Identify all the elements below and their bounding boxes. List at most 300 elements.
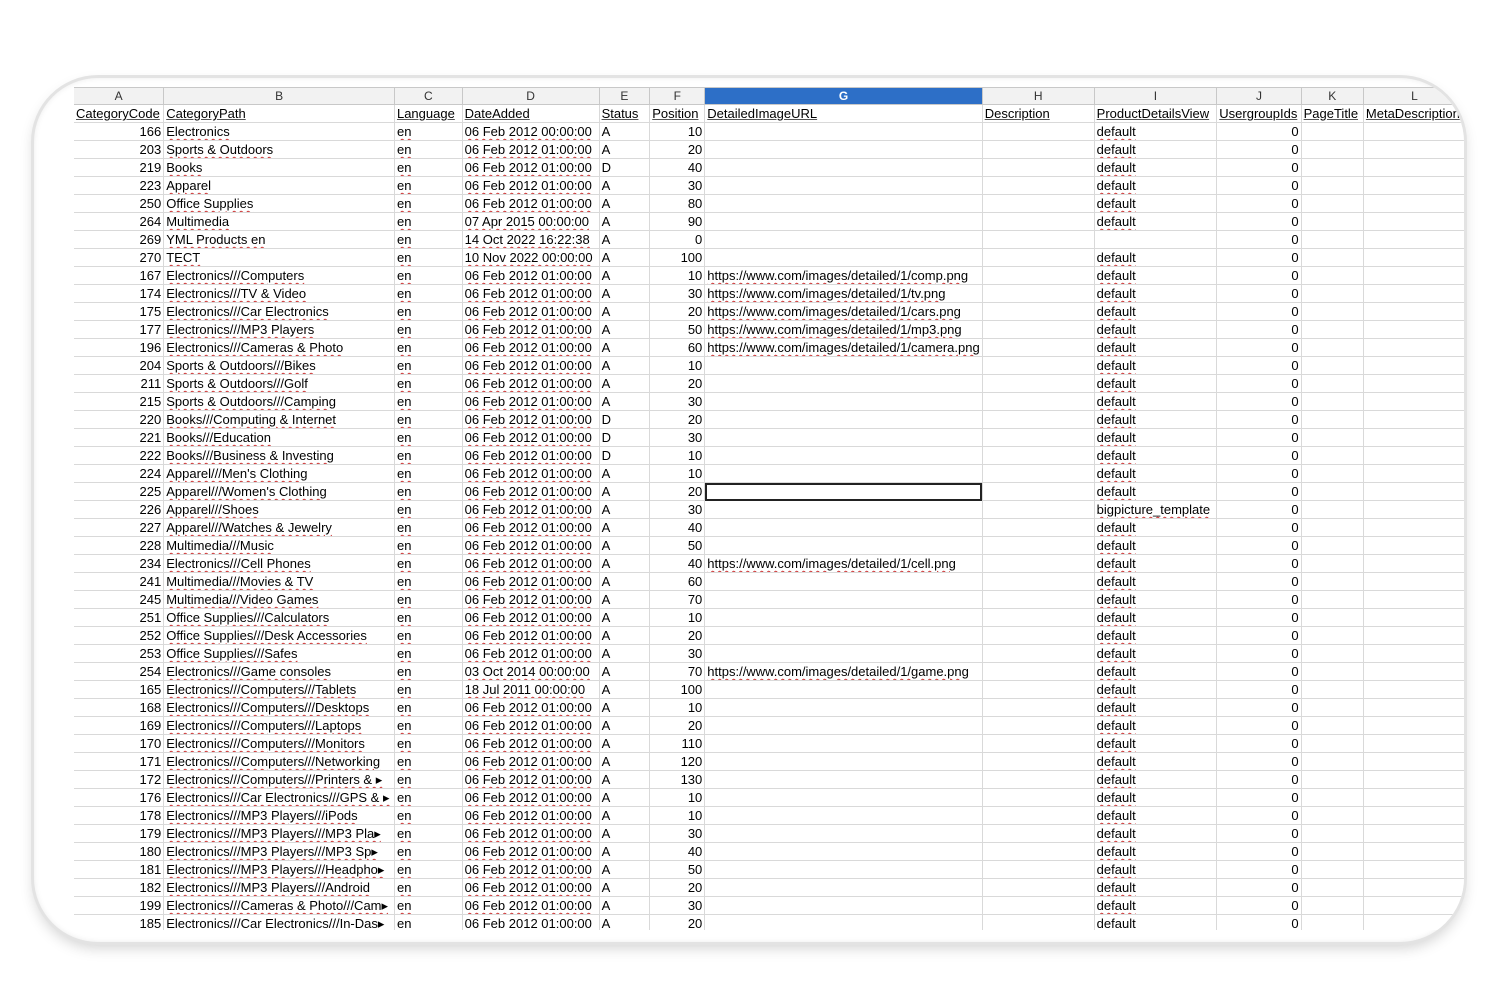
grid-cell[interactable]: en [394, 573, 462, 591]
grid-cell[interactable]: 0 [1217, 483, 1301, 501]
grid-cell[interactable]: 30 [650, 285, 705, 303]
grid-cell[interactable]: 0 [1217, 843, 1301, 861]
grid-cell[interactable]: 06 Feb 2012 01:00:00 [462, 753, 599, 771]
grid-cell[interactable] [1301, 465, 1363, 483]
grid-cell[interactable]: default [1094, 357, 1217, 375]
grid-cell[interactable]: 0 [1217, 825, 1301, 843]
grid-cell[interactable]: 06 Feb 2012 01:00:00 [462, 339, 599, 357]
grid-cell[interactable]: default [1094, 843, 1217, 861]
grid-cell[interactable] [982, 447, 1094, 465]
grid-cell[interactable]: Apparel///Watches & Jewelry [164, 519, 395, 537]
grid-cell[interactable]: Electronics///Game consoles [164, 663, 395, 681]
field-header-cell[interactable]: Description [982, 105, 1094, 123]
grid-cell[interactable]: A [599, 375, 650, 393]
grid-cell[interactable] [1301, 483, 1363, 501]
grid-cell[interactable]: 90 [650, 213, 705, 231]
grid-cell[interactable]: default [1094, 717, 1217, 735]
grid-cell[interactable]: 270 [74, 249, 164, 267]
grid-cell[interactable]: 219 [74, 159, 164, 177]
grid-cell[interactable]: A [599, 573, 650, 591]
grid-cell[interactable]: en [394, 627, 462, 645]
grid-cell[interactable] [705, 843, 982, 861]
grid-cell[interactable] [982, 789, 1094, 807]
grid-cell[interactable]: Office Supplies///Desk Accessories [164, 627, 395, 645]
grid-cell[interactable] [1301, 393, 1363, 411]
grid-cell[interactable]: Electronics///Cameras & Photo [164, 339, 395, 357]
grid-cell[interactable]: 10 [650, 609, 705, 627]
grid-cell[interactable]: 0 [1217, 861, 1301, 879]
grid-cell[interactable]: 07 Apr 2015 00:00:00 [462, 213, 599, 231]
grid-cell[interactable]: 10 [650, 807, 705, 825]
grid-cell[interactable]: default [1094, 285, 1217, 303]
grid-cell[interactable]: 0 [1217, 879, 1301, 897]
grid-cell[interactable] [982, 501, 1094, 519]
grid-cell[interactable] [982, 231, 1094, 249]
grid-cell[interactable] [1301, 519, 1363, 537]
grid-cell[interactable]: 06 Feb 2012 01:00:00 [462, 717, 599, 735]
grid-cell[interactable]: 06 Feb 2012 01:00:00 [462, 861, 599, 879]
grid-cell[interactable]: 177 [74, 321, 164, 339]
grid-cell[interactable] [982, 123, 1094, 141]
grid-cell[interactable] [1363, 699, 1464, 717]
grid-cell[interactable]: 226 [74, 501, 164, 519]
grid-cell[interactable] [705, 213, 982, 231]
grid-cell[interactable] [1301, 123, 1363, 141]
grid-cell[interactable] [705, 429, 982, 447]
grid-cell[interactable] [705, 483, 982, 501]
grid-cell[interactable]: 250 [74, 195, 164, 213]
grid-cell[interactable] [982, 339, 1094, 357]
grid-cell[interactable] [705, 141, 982, 159]
grid-cell[interactable]: default [1094, 681, 1217, 699]
grid-cell[interactable]: 225 [74, 483, 164, 501]
grid-cell[interactable]: en [394, 555, 462, 573]
grid-cell[interactable]: 199 [74, 897, 164, 915]
grid-cell[interactable] [982, 861, 1094, 879]
grid-cell[interactable] [1363, 555, 1464, 573]
grid-cell[interactable]: A [599, 537, 650, 555]
grid-cell[interactable]: 20 [650, 717, 705, 735]
grid-cell[interactable]: 06 Feb 2012 01:00:00 [462, 321, 599, 339]
grid-cell[interactable]: 30 [650, 645, 705, 663]
grid-cell[interactable]: D [599, 411, 650, 429]
grid-cell[interactable]: 0 [1217, 177, 1301, 195]
grid-cell[interactable] [705, 591, 982, 609]
grid-cell[interactable]: 170 [74, 735, 164, 753]
grid-cell[interactable] [1301, 357, 1363, 375]
grid-cell[interactable] [1301, 447, 1363, 465]
grid-cell[interactable] [982, 645, 1094, 663]
grid-cell[interactable]: Electronics///Car Electronics///GPS & ▸ [164, 789, 395, 807]
grid-cell[interactable]: 06 Feb 2012 01:00:00 [462, 285, 599, 303]
grid-cell[interactable]: Electronics///Computers [164, 267, 395, 285]
grid-cell[interactable]: 241 [74, 573, 164, 591]
grid-cell[interactable]: 06 Feb 2012 01:00:00 [462, 609, 599, 627]
grid-cell[interactable] [1301, 159, 1363, 177]
grid-cell[interactable] [982, 285, 1094, 303]
grid-cell[interactable]: 0 [1217, 681, 1301, 699]
grid-cell[interactable]: Electronics///MP3 Players///Headpho▸ [164, 861, 395, 879]
grid-cell[interactable]: default [1094, 915, 1217, 931]
grid-cell[interactable]: A [599, 753, 650, 771]
grid-cell[interactable] [705, 177, 982, 195]
grid-cell[interactable]: 254 [74, 663, 164, 681]
grid-cell[interactable] [1301, 555, 1363, 573]
grid-cell[interactable]: A [599, 915, 650, 931]
grid-cell[interactable]: 10 [650, 357, 705, 375]
grid-cell[interactable]: 130 [650, 771, 705, 789]
grid-cell[interactable] [982, 357, 1094, 375]
grid-cell[interactable]: 0 [1217, 663, 1301, 681]
grid-cell[interactable]: default [1094, 555, 1217, 573]
grid-cell[interactable]: default [1094, 429, 1217, 447]
grid-cell[interactable]: 178 [74, 807, 164, 825]
grid-cell[interactable]: 50 [650, 321, 705, 339]
grid-cell[interactable]: Multimedia///Music [164, 537, 395, 555]
field-header-cell[interactable]: DetailedImageURL [705, 105, 982, 123]
grid-cell[interactable]: 06 Feb 2012 01:00:00 [462, 537, 599, 555]
grid-cell[interactable] [1363, 267, 1464, 285]
grid-cell[interactable] [1363, 753, 1464, 771]
grid-cell[interactable]: 174 [74, 285, 164, 303]
grid-cell[interactable]: 252 [74, 627, 164, 645]
grid-cell[interactable]: 0 [1217, 123, 1301, 141]
column-header-a[interactable]: A [74, 88, 164, 105]
grid-cell[interactable] [705, 411, 982, 429]
grid-cell[interactable]: en [394, 411, 462, 429]
grid-cell[interactable]: Electronics///MP3 Players///MP3 Pla▸ [164, 825, 395, 843]
grid-cell[interactable]: 222 [74, 447, 164, 465]
grid-cell[interactable]: Multimedia///Movies & TV [164, 573, 395, 591]
grid-cell[interactable] [1301, 141, 1363, 159]
grid-cell[interactable]: en [394, 231, 462, 249]
grid-cell[interactable]: A [599, 861, 650, 879]
grid-cell[interactable]: A [599, 195, 650, 213]
grid-cell[interactable]: 179 [74, 825, 164, 843]
grid-cell[interactable]: 06 Feb 2012 01:00:00 [462, 573, 599, 591]
grid-cell[interactable]: en [394, 159, 462, 177]
grid-cell[interactable] [982, 483, 1094, 501]
grid-cell[interactable] [705, 753, 982, 771]
grid-cell[interactable]: Office Supplies///Calculators [164, 609, 395, 627]
grid-cell[interactable]: 0 [1217, 573, 1301, 591]
grid-cell[interactable]: en [394, 609, 462, 627]
grid-cell[interactable] [1363, 609, 1464, 627]
column-header-l[interactable]: L [1363, 88, 1464, 105]
grid-cell[interactable]: 06 Feb 2012 01:00:00 [462, 915, 599, 931]
grid-cell[interactable]: default [1094, 879, 1217, 897]
grid-cell[interactable] [1301, 843, 1363, 861]
grid-cell[interactable] [1363, 483, 1464, 501]
grid-cell[interactable]: default [1094, 789, 1217, 807]
grid-cell[interactable] [1363, 195, 1464, 213]
grid-cell[interactable]: A [599, 321, 650, 339]
grid-cell[interactable]: default [1094, 267, 1217, 285]
grid-cell[interactable]: A [599, 483, 650, 501]
grid-cell[interactable]: 0 [1217, 141, 1301, 159]
field-header-cell[interactable]: MetaDescription [1363, 105, 1464, 123]
grid-cell[interactable]: A [599, 231, 650, 249]
grid-cell[interactable]: TECT [164, 249, 395, 267]
grid-cell[interactable]: 176 [74, 789, 164, 807]
grid-cell[interactable]: 168 [74, 699, 164, 717]
grid-cell[interactable]: 181 [74, 861, 164, 879]
grid-cell[interactable]: en [394, 141, 462, 159]
column-header-b[interactable]: B [164, 88, 395, 105]
grid-cell[interactable] [1363, 465, 1464, 483]
grid-cell[interactable]: en [394, 123, 462, 141]
grid-cell[interactable]: default [1094, 573, 1217, 591]
grid-cell[interactable]: 220 [74, 411, 164, 429]
grid-cell[interactable]: 06 Feb 2012 01:00:00 [462, 645, 599, 663]
grid-cell[interactable] [982, 915, 1094, 931]
grid-cell[interactable]: 06 Feb 2012 01:00:00 [462, 303, 599, 321]
grid-cell[interactable]: default [1094, 519, 1217, 537]
grid-cell[interactable]: https://www.com/images/detailed/1/game.png [705, 663, 982, 681]
grid-cell[interactable]: 06 Feb 2012 01:00:00 [462, 195, 599, 213]
grid-cell[interactable] [982, 753, 1094, 771]
grid-cell[interactable]: 167 [74, 267, 164, 285]
grid-cell[interactable]: 14 Oct 2022 16:22:38 [462, 231, 599, 249]
grid-cell[interactable]: en [394, 753, 462, 771]
grid-cell[interactable] [705, 897, 982, 915]
grid-cell[interactable] [982, 159, 1094, 177]
grid-cell[interactable]: 211 [74, 375, 164, 393]
grid-cell[interactable]: 221 [74, 429, 164, 447]
grid-cell[interactable]: 0 [1217, 267, 1301, 285]
grid-cell[interactable]: en [394, 249, 462, 267]
column-header-j[interactable]: J [1217, 88, 1301, 105]
grid-cell[interactable]: default [1094, 663, 1217, 681]
grid-cell[interactable]: en [394, 357, 462, 375]
grid-cell[interactable] [982, 321, 1094, 339]
grid-cell[interactable] [705, 771, 982, 789]
grid-cell[interactable] [1301, 681, 1363, 699]
grid-cell[interactable]: A [599, 555, 650, 573]
grid-cell[interactable]: 06 Feb 2012 01:00:00 [462, 411, 599, 429]
grid-cell[interactable] [1363, 159, 1464, 177]
grid-cell[interactable] [1363, 501, 1464, 519]
grid-cell[interactable] [1301, 231, 1363, 249]
grid-cell[interactable]: 0 [1217, 807, 1301, 825]
grid-cell[interactable]: en [394, 771, 462, 789]
grid-cell[interactable]: 06 Feb 2012 01:00:00 [462, 897, 599, 915]
grid-cell[interactable]: Office Supplies///Safes [164, 645, 395, 663]
grid-cell[interactable] [982, 537, 1094, 555]
grid-cell[interactable]: default [1094, 645, 1217, 663]
column-header-f[interactable]: F [650, 88, 705, 105]
grid-cell[interactable]: A [599, 663, 650, 681]
grid-cell[interactable]: 169 [74, 717, 164, 735]
grid-cell[interactable]: https://www.com/images/detailed/1/mp3.png [705, 321, 982, 339]
field-header-cell[interactable]: DateAdded [462, 105, 599, 123]
field-header-cell[interactable]: Language [394, 105, 462, 123]
grid-cell[interactable] [1363, 591, 1464, 609]
grid-cell[interactable]: 0 [1217, 789, 1301, 807]
grid-cell[interactable] [982, 771, 1094, 789]
grid-cell[interactable]: en [394, 519, 462, 537]
grid-cell[interactable]: 204 [74, 357, 164, 375]
grid-cell[interactable]: 0 [1217, 249, 1301, 267]
grid-cell[interactable] [1301, 735, 1363, 753]
grid-cell[interactable]: en [394, 717, 462, 735]
grid-cell[interactable]: 0 [1217, 357, 1301, 375]
field-header-cell[interactable]: Status [599, 105, 650, 123]
grid-cell[interactable]: Apparel///Shoes [164, 501, 395, 519]
grid-cell[interactable]: A [599, 879, 650, 897]
grid-cell[interactable]: 227 [74, 519, 164, 537]
grid-cell[interactable]: en [394, 321, 462, 339]
grid-cell[interactable] [705, 195, 982, 213]
grid-cell[interactable]: 185 [74, 915, 164, 931]
grid-cell[interactable]: D [599, 159, 650, 177]
grid-cell[interactable]: D [599, 447, 650, 465]
grid-cell[interactable]: 0 [1217, 501, 1301, 519]
grid-cell[interactable]: Electronics///MP3 Players///iPods [164, 807, 395, 825]
grid-cell[interactable] [1094, 231, 1217, 249]
grid-cell[interactable]: default [1094, 141, 1217, 159]
grid-cell[interactable] [1363, 843, 1464, 861]
grid-cell[interactable]: 06 Feb 2012 01:00:00 [462, 519, 599, 537]
grid-cell[interactable]: Sports & Outdoors///Golf [164, 375, 395, 393]
grid-cell[interactable]: en [394, 483, 462, 501]
grid-cell[interactable]: 0 [1217, 195, 1301, 213]
grid-cell[interactable] [1301, 375, 1363, 393]
grid-cell[interactable]: en [394, 861, 462, 879]
grid-cell[interactable]: Books///Education [164, 429, 395, 447]
grid-cell[interactable]: 171 [74, 753, 164, 771]
grid-cell[interactable] [1363, 681, 1464, 699]
grid-cell[interactable]: 120 [650, 753, 705, 771]
field-header-cell[interactable]: CategoryPath [164, 105, 395, 123]
field-header-cell[interactable]: ProductDetailsView [1094, 105, 1217, 123]
grid-cell[interactable]: Electronics///Computers///Tablets [164, 681, 395, 699]
grid-cell[interactable]: 223 [74, 177, 164, 195]
grid-cell[interactable]: Apparel [164, 177, 395, 195]
grid-cell[interactable] [982, 267, 1094, 285]
grid-cell[interactable]: default [1094, 807, 1217, 825]
grid-cell[interactable]: 0 [1217, 897, 1301, 915]
grid-cell[interactable]: 0 [1217, 447, 1301, 465]
grid-cell[interactable]: A [599, 357, 650, 375]
grid-cell[interactable]: 0 [1217, 303, 1301, 321]
grid-cell[interactable]: Sports & Outdoors [164, 141, 395, 159]
grid-cell[interactable]: https://www.com/images/detailed/1/cars.png [705, 303, 982, 321]
grid-cell[interactable] [705, 699, 982, 717]
grid-cell[interactable] [1363, 339, 1464, 357]
grid-cell[interactable] [1301, 861, 1363, 879]
grid-cell[interactable] [982, 591, 1094, 609]
grid-cell[interactable] [1301, 321, 1363, 339]
grid-cell[interactable] [982, 699, 1094, 717]
grid-cell[interactable] [982, 681, 1094, 699]
grid-cell[interactable]: 180 [74, 843, 164, 861]
grid-cell[interactable] [982, 609, 1094, 627]
grid-cell[interactable] [1301, 717, 1363, 735]
grid-cell[interactable]: 0 [1217, 519, 1301, 537]
grid-cell[interactable]: default [1094, 699, 1217, 717]
grid-cell[interactable] [1301, 807, 1363, 825]
grid-cell[interactable] [1301, 501, 1363, 519]
grid-cell[interactable] [1301, 879, 1363, 897]
grid-cell[interactable]: 06 Feb 2012 01:00:00 [462, 393, 599, 411]
grid-cell[interactable] [982, 429, 1094, 447]
grid-cell[interactable] [1301, 339, 1363, 357]
grid-cell[interactable]: https://www.com/images/detailed/1/comp.png [705, 267, 982, 285]
grid-cell[interactable] [1301, 285, 1363, 303]
grid-cell[interactable]: en [394, 645, 462, 663]
grid-cell[interactable]: 245 [74, 591, 164, 609]
grid-cell[interactable]: 0 [1217, 231, 1301, 249]
grid-cell[interactable]: 269 [74, 231, 164, 249]
grid-cell[interactable] [1363, 915, 1464, 931]
grid-cell[interactable] [1363, 789, 1464, 807]
grid-cell[interactable]: 06 Feb 2012 01:00:00 [462, 375, 599, 393]
grid-cell[interactable]: 0 [650, 231, 705, 249]
grid-cell[interactable]: 172 [74, 771, 164, 789]
grid-cell[interactable]: 70 [650, 591, 705, 609]
grid-cell[interactable]: A [599, 177, 650, 195]
grid-cell[interactable] [1363, 519, 1464, 537]
grid-cell[interactable]: Electronics///Cell Phones [164, 555, 395, 573]
grid-cell[interactable]: A [599, 123, 650, 141]
grid-cell[interactable]: 165 [74, 681, 164, 699]
grid-cell[interactable] [705, 681, 982, 699]
grid-cell[interactable] [1301, 825, 1363, 843]
grid-cell[interactable]: 06 Feb 2012 01:00:00 [462, 699, 599, 717]
grid-cell[interactable]: en [394, 447, 462, 465]
grid-cell[interactable] [1363, 177, 1464, 195]
grid-cell[interactable]: en [394, 735, 462, 753]
grid-cell[interactable] [982, 195, 1094, 213]
grid-cell[interactable]: A [599, 843, 650, 861]
grid-cell[interactable]: 0 [1217, 537, 1301, 555]
field-header-cell[interactable]: PageTitle [1301, 105, 1363, 123]
grid-cell[interactable]: 196 [74, 339, 164, 357]
grid-cell[interactable] [982, 897, 1094, 915]
grid-cell[interactable] [705, 573, 982, 591]
grid-cell[interactable] [705, 231, 982, 249]
grid-cell[interactable] [982, 393, 1094, 411]
grid-cell[interactable]: Electronics///MP3 Players [164, 321, 395, 339]
grid-cell[interactable]: 06 Feb 2012 01:00:00 [462, 789, 599, 807]
grid-cell[interactable]: Sports & Outdoors///Bikes [164, 357, 395, 375]
grid-cell[interactable]: 60 [650, 339, 705, 357]
grid-cell[interactable]: default [1094, 861, 1217, 879]
grid-cell[interactable] [705, 807, 982, 825]
grid-cell[interactable]: Electronics///Car Electronics [164, 303, 395, 321]
grid-cell[interactable] [982, 465, 1094, 483]
grid-cell[interactable]: en [394, 429, 462, 447]
grid-cell[interactable] [705, 465, 982, 483]
grid-cell[interactable]: A [599, 825, 650, 843]
grid-cell[interactable]: en [394, 213, 462, 231]
grid-cell[interactable]: 234 [74, 555, 164, 573]
grid-cell[interactable] [1301, 771, 1363, 789]
grid-cell[interactable]: Electronics///Computers///Desktops [164, 699, 395, 717]
grid-cell[interactable]: 70 [650, 663, 705, 681]
grid-cell[interactable]: default [1094, 177, 1217, 195]
grid-cell[interactable]: A [599, 267, 650, 285]
column-header-c[interactable]: C [394, 88, 462, 105]
grid-cell[interactable] [1301, 303, 1363, 321]
grid-cell[interactable] [982, 555, 1094, 573]
grid-cell[interactable]: 20 [650, 483, 705, 501]
grid-cell[interactable]: bigpicture_template [1094, 501, 1217, 519]
grid-cell[interactable]: 0 [1217, 393, 1301, 411]
grid-cell[interactable]: 40 [650, 843, 705, 861]
grid-cell[interactable] [705, 915, 982, 931]
